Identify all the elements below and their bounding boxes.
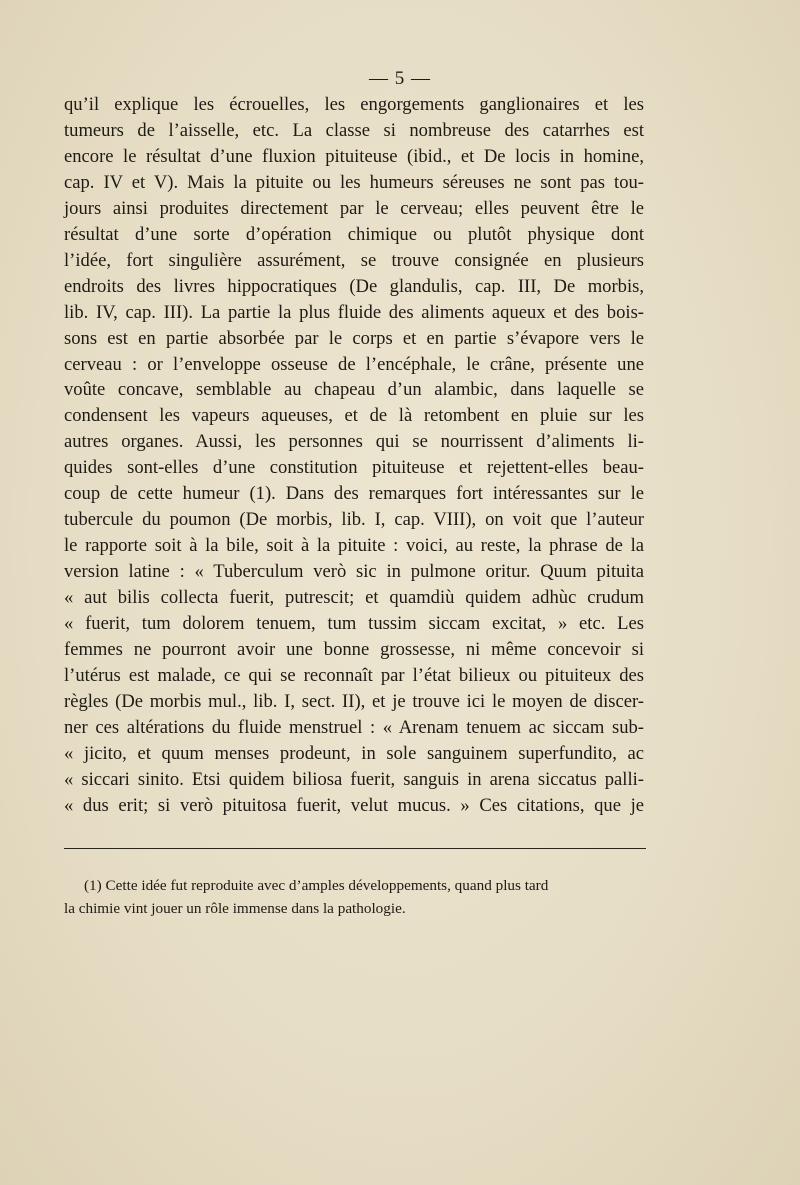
text-line: « aut bilis collecta fuerit, putrescit; et quamdiù quidem adhùc crudum xyxy=(64,587,644,609)
text-line: condensent les vapeurs aqueuses, et de là retombent en pluie sur les xyxy=(64,405,644,427)
text-line: autres organes. Aussi, les personnes qui se nourrissent d’aliments li- xyxy=(64,431,644,453)
text-line: encore le résultat d’une fluxion pituiteuse (ibid., et De locis in homine, xyxy=(64,145,644,167)
text-line: l’idée, fort singulière assurément, se trouve consignée en plusieurs xyxy=(64,249,644,271)
text-line: « siccari sinito. Etsi quidem biliosa fuerit, sanguis in arena siccatus palli- xyxy=(64,768,644,790)
text-line: règles (De morbis mul., lib. I, sect. II), et je trouve ici le moyen de discer- xyxy=(64,690,644,712)
text-line: tubercule du poumon (De morbis, lib. I, cap. VIII), on voit que l’auteur xyxy=(64,509,644,531)
text-line: cap. IV et V). Mais la pituite ou les humeurs séreuses ne sont pas tou- xyxy=(64,171,644,193)
text-line: résultat d’une sorte d’opération chimique ou plutôt physique dont xyxy=(64,223,644,245)
text-line: « dus erit; si verò pituitosa fuerit, velut mucus. » Ces citations, que je xyxy=(64,794,644,816)
text-line: femmes ne pourront avoir une bonne grossesse, ni même concevoir si xyxy=(64,639,644,661)
footnote-line: (1) Cette idée fut reproduite avec d’amples développements, quand plus tard xyxy=(84,877,549,894)
footnote-block xyxy=(64,874,646,920)
footnote-line: la chimie vint jouer un rôle immense dans la pathologie. xyxy=(64,900,406,917)
text-line: lib. IV, cap. III). La partie la plus fluide des aliments aqueux et des bois- xyxy=(64,301,644,323)
text-line: sons est en partie absorbée par le corps et en partie s’évapore vers le xyxy=(64,327,644,349)
text-line: tumeurs de l’aisselle, etc. La classe si nombreuse des catarrhes est xyxy=(64,119,644,141)
text-line: l’utérus est malade, ce qui se reconnaît par l’état bilieux ou pituiteux des xyxy=(64,664,644,686)
text-line: endroits des livres hippocratiques (De glandulis, cap. III, De morbis, xyxy=(64,275,644,297)
text-line: voûte concave, semblable au chapeau d’un alambic, dans laquelle se xyxy=(64,379,644,401)
text-line: coup de cette humeur (1). Dans des remarques fort intéressantes sur le xyxy=(64,483,644,505)
text-line: quides sont-elles d’une constitution pituiteuse et rejettent-elles beau- xyxy=(64,457,644,479)
text-line: le rapporte soit à la bile, soit à la pituite : voici, au reste, la phrase de la xyxy=(64,535,644,557)
text-line: qu’il explique les écrouelles, les engorgements ganglionaires et les xyxy=(64,94,644,115)
footnote-divider xyxy=(64,848,646,849)
page-number: — 5 — xyxy=(369,68,431,89)
text-line: ner ces altérations du fluide menstruel : « Arenam tenuem ac siccam sub- xyxy=(64,716,644,738)
text-line: « jicito, et quum menses prodeunt, in sole sanguinem superfundito, ac xyxy=(64,742,644,764)
text-line: cerveau : or l’enveloppe osseuse de l’encéphale, le crâne, présente une xyxy=(64,353,644,375)
main-text-block xyxy=(64,92,644,819)
text-line: version latine : « Tuberculum verò sic in pulmone oritur. Quum pituita xyxy=(64,561,644,583)
text-line: « fuerit, tum dolorem tenuem, tum tussim siccam excitat, » etc. Les xyxy=(64,613,644,635)
text-line: jours ainsi produites directement par le cerveau; elles peuvent être le xyxy=(64,197,644,219)
